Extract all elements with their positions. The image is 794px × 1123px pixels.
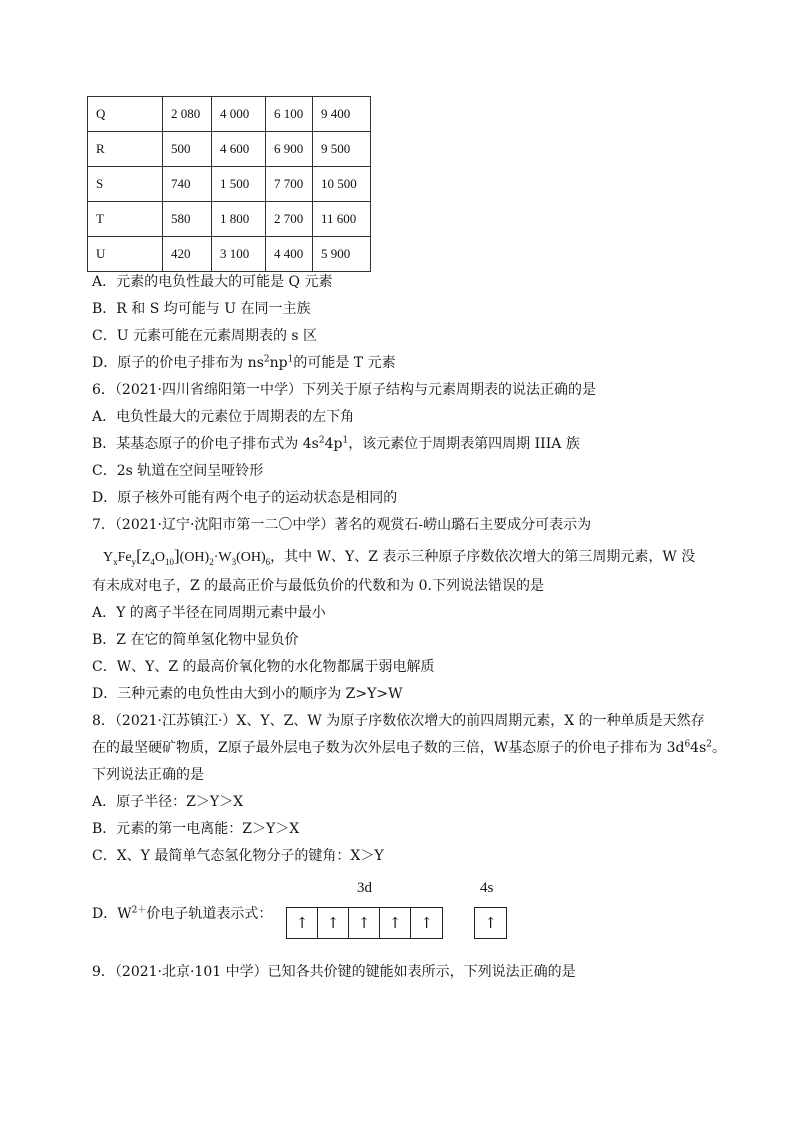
q6-stem: 6．（2021·四川省绵阳第一中学）下列关于原子结构与元素周期表的说法正确的是 xyxy=(92,382,596,398)
q7-option-c: C．W、Y、Z 的最高价氧化物的水化物都属于弱电解质 xyxy=(92,659,435,675)
orbital-label-4s: 4s xyxy=(480,880,494,896)
q7-option-b: B．Z 在它的简单氢化物中显负价 xyxy=(92,632,299,648)
q6-option-c: C．2s 轨道在空间呈哑铃形 xyxy=(92,463,264,479)
ionization-value-cell: 11 600 xyxy=(313,202,371,237)
table-row xyxy=(88,132,371,167)
q7-formula-line: $Y_xFe_y[Z_4O_{10}](OH)_2\cdot W_3(OH)_6$，其中 W、Y、Z 表示三种原子序数依次增大的第三周期元素，W 没 xyxy=(103,546,696,567)
q8-option-c: C．X、Y 最简单气态氢化物分子的键角：X＞Y xyxy=(92,848,384,864)
ionization-value-cell: 3 100 xyxy=(212,237,266,272)
q5-option-b: B．R 和 S 均可能与 U 在同一主族 xyxy=(92,301,311,317)
orbital-label-3d: 3d xyxy=(357,880,372,896)
ionization-value-cell: 9 500 xyxy=(313,132,371,167)
q7-stem: 7．（2021·辽宁·沈阳市第一二〇中学）著名的观赏石-崂山璐石主要成分可表示为 xyxy=(92,517,592,533)
orbital-cell: ↑ xyxy=(484,914,497,932)
orbital-cell: ↑ xyxy=(349,908,380,938)
ionization-value-cell: 740 xyxy=(163,167,212,202)
ionization-value-cell: 1 500 xyxy=(212,167,266,202)
orbital-box-4s xyxy=(474,907,507,939)
q8-option-b: B．元素的第一电离能：Z＞Y＞X xyxy=(92,821,300,837)
ionization-value-cell: 7 700 xyxy=(266,167,313,202)
ionization-value-cell: 420 xyxy=(163,237,212,272)
q5-option-a: A．元素的电负性最大的可能是 Q 元素 xyxy=(92,274,333,290)
element-symbol-cell: T xyxy=(88,202,163,237)
ionization-value-cell: 1 800 xyxy=(212,202,266,237)
q7-stem-cont: 有未成对电子，Z 的最高正价与最低负价的代数和为 0.下列说法错误的是 xyxy=(92,578,544,594)
ionization-value-cell: 10 500 xyxy=(313,167,371,202)
ionization-value-cell: 4 000 xyxy=(212,97,266,132)
mineral-formula: $Y_xFe_y[Z_4O_{10}](OH)_2\cdot W_3(OH)_6$ xyxy=(103,546,271,567)
ionization-value-cell: 4 600 xyxy=(212,132,266,167)
q8-option-a: A．原子半径：Z＞Y＞X xyxy=(92,794,244,810)
ionization-value-cell: 4 400 xyxy=(266,237,313,272)
ionization-value-cell: 580 xyxy=(163,202,212,237)
ionization-value-cell: 6 100 xyxy=(266,97,313,132)
table-row xyxy=(88,237,371,272)
ionization-value-cell: 6 900 xyxy=(266,132,313,167)
q5-option-d: D．原子的价电子排布为 $ns^2np^1$的可能是 T 元素 xyxy=(92,354,396,371)
ionization-value-cell: 9 400 xyxy=(313,97,371,132)
ionization-value-cell: 2 700 xyxy=(266,202,313,237)
q6-option-a: A．电负性最大的元素位于周期表的左下角 xyxy=(92,409,355,425)
q9-stem: 9．（2021·北京·101 中学）已知各共价键的键能如表所示，下列说法正确的是 xyxy=(92,964,576,980)
orbital-cell: ↑ xyxy=(287,908,318,938)
q6-option-d: D．原子核外可能有两个电子的运动状态是相同的 xyxy=(92,490,398,506)
element-symbol-cell: S xyxy=(88,167,163,202)
q8-option-d: D．$W^{2+}$价电子轨道表示式： xyxy=(92,905,273,922)
orbital-cell: ↑ xyxy=(318,908,349,938)
ionization-value-cell: 2 080 xyxy=(163,97,212,132)
q8-stem-3: 下列说法正确的是 xyxy=(92,767,204,783)
ionization-value-cell: 5 900 xyxy=(313,237,371,272)
q7-option-d: D．三种元素的电负性由大到小的顺序为 Z>Y>W xyxy=(92,686,403,702)
orbital-cell: ↑ xyxy=(420,914,433,932)
element-symbol-cell: Q xyxy=(88,97,163,132)
ionization-value-cell: 500 xyxy=(163,132,212,167)
q8-stem-1: 8．（2021·江苏镇江·）X、Y、Z、W 为原子序数依次增大的前四周期元素，X 的一种单质是天然存 xyxy=(92,713,705,729)
q5-option-c: C．U 元素可能在元素周期表的 s 区 xyxy=(92,328,318,344)
q8-stem-2: 在的最坚硬矿物质，Z原子最外层电子数为次外层电子数的三倍，W基态原子的价电子排布为 $3d^64s^2$。 xyxy=(92,739,726,756)
q7-option-a: A．Y 的离子半径在同周期元素中最小 xyxy=(92,605,326,621)
table-row xyxy=(88,167,371,202)
ionization-energy-table xyxy=(87,96,371,272)
table-row xyxy=(88,202,371,237)
table-row xyxy=(88,97,371,132)
q6-option-b: B．某基态原子的价电子排布式为 $4s^24p^1$，该元素位于周期表第四周期 IIIA 族 xyxy=(92,435,580,452)
orbital-cell: ↑ xyxy=(380,908,411,938)
element-symbol-cell: R xyxy=(88,132,163,167)
element-symbol-cell: U xyxy=(88,237,163,272)
orbital-box-3d xyxy=(286,907,443,939)
